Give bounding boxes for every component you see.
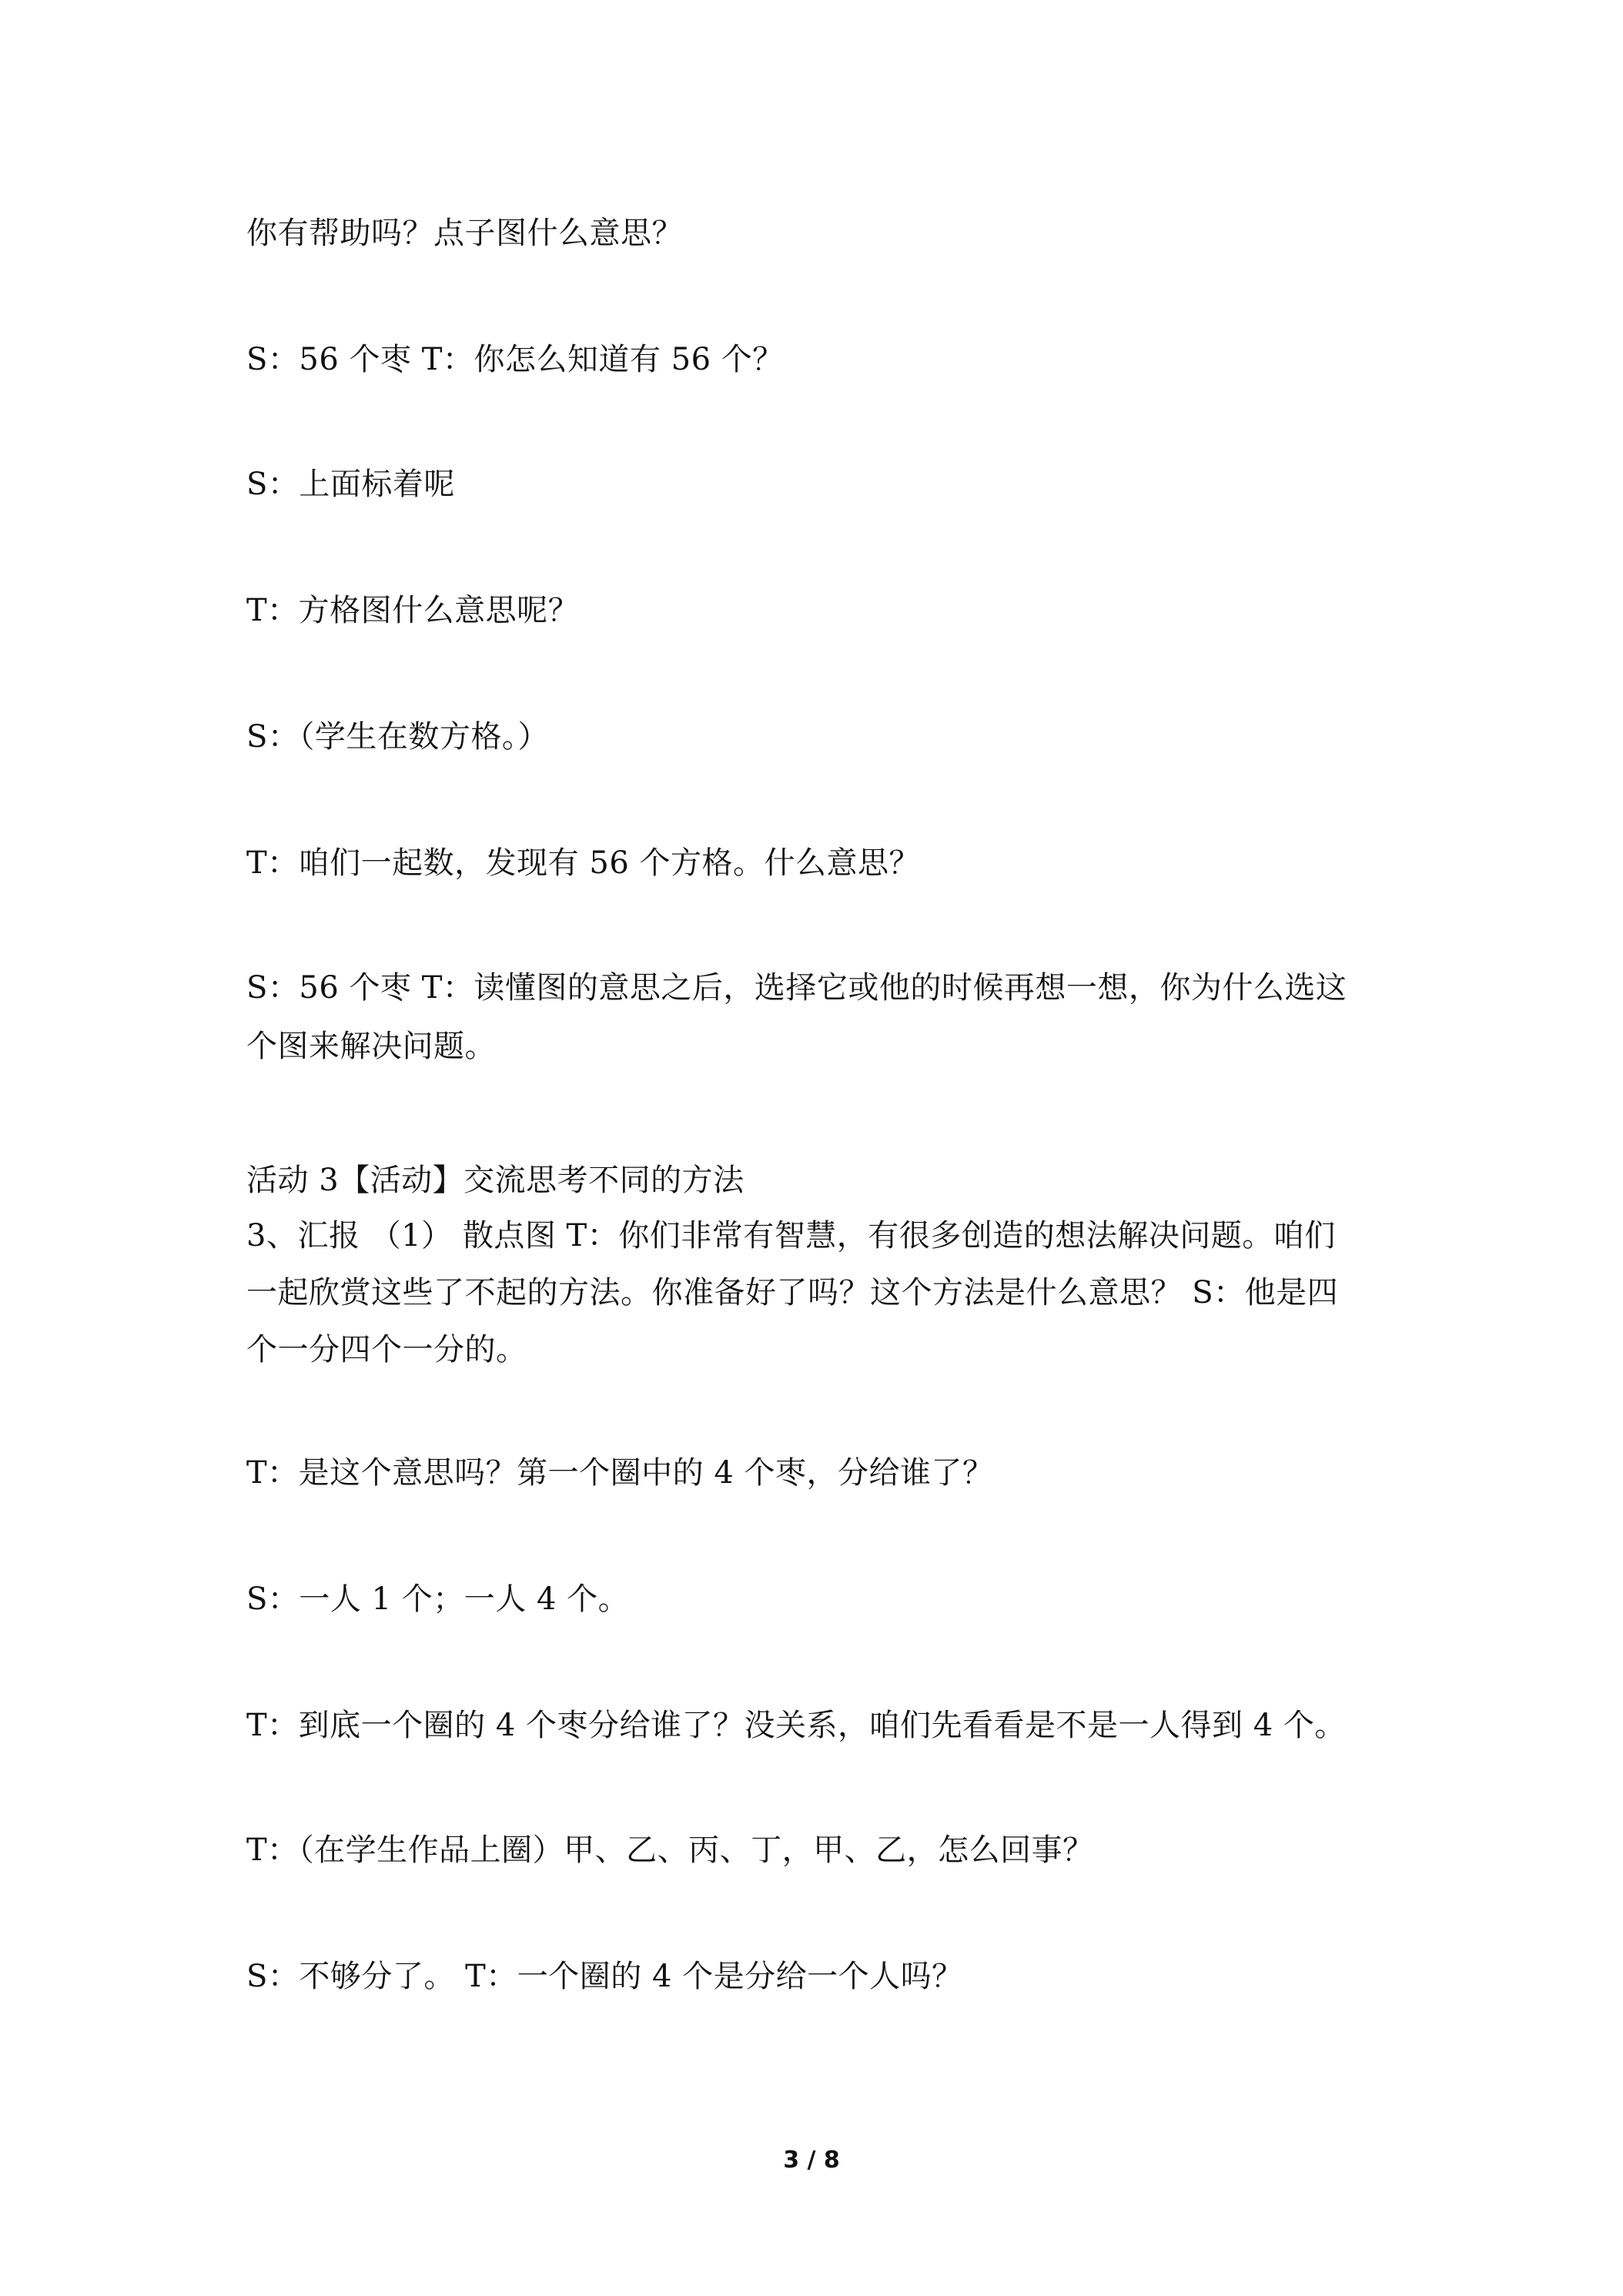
- text-line-3: S：上面标着呢: [246, 467, 455, 502]
- text-line-10: 3、汇报 （1） 散点图 T：你们非常有智慧，有很多创造的想法解决问题。咱们: [246, 1218, 1336, 1253]
- text-line-17: S：不够分了。 T：一个圈的 4 个是分给一个人吗？: [246, 1959, 963, 1994]
- text-line-7: S：56 个枣 T：读懂图的意思之后，选择它或他的时候再想一想，你为什么选这: [246, 970, 1347, 1006]
- text-line-15: T：到底一个圈的 4 个枣分给谁了？没关系，咱们先看看是不是一人得到 4 个。: [246, 1708, 1346, 1743]
- text-line-5: S：（学生在数方格。）: [246, 719, 549, 755]
- text-line-4: T：方格图什么意思呢？: [246, 593, 580, 628]
- text-line-2: S：56 个枣 T：你怎么知道有 56 个？: [246, 342, 784, 377]
- text-line-6: T：咱们一起数，发现有 56 个方格。什么意思？: [246, 845, 921, 881]
- text-line-12: 个一分四个一分的。: [246, 1332, 527, 1367]
- text-line-13: T：是这个意思吗？第一个圈中的 4 个枣，分给谁了？: [246, 1455, 994, 1491]
- text-line-14: S：一人 1 个；一人 4 个。: [246, 1581, 630, 1617]
- text-line-8: 个图来解决问题。: [246, 1029, 496, 1064]
- text-line-16: T：（在学生作品上圈）甲、乙、丙、丁，甲、乙，怎么回事？: [246, 1832, 1094, 1868]
- text-line-1: 你有帮助吗？点子图什么意思？: [246, 216, 683, 251]
- section-heading: 活动 3【活动】交流思考不同的方法: [246, 1163, 745, 1198]
- text-line-11: 一起欣赏这些了不起的方法。你准备好了吗？这个方法是什么意思？ S：他是四: [246, 1275, 1339, 1310]
- page-number: 3 / 8: [783, 2147, 840, 2174]
